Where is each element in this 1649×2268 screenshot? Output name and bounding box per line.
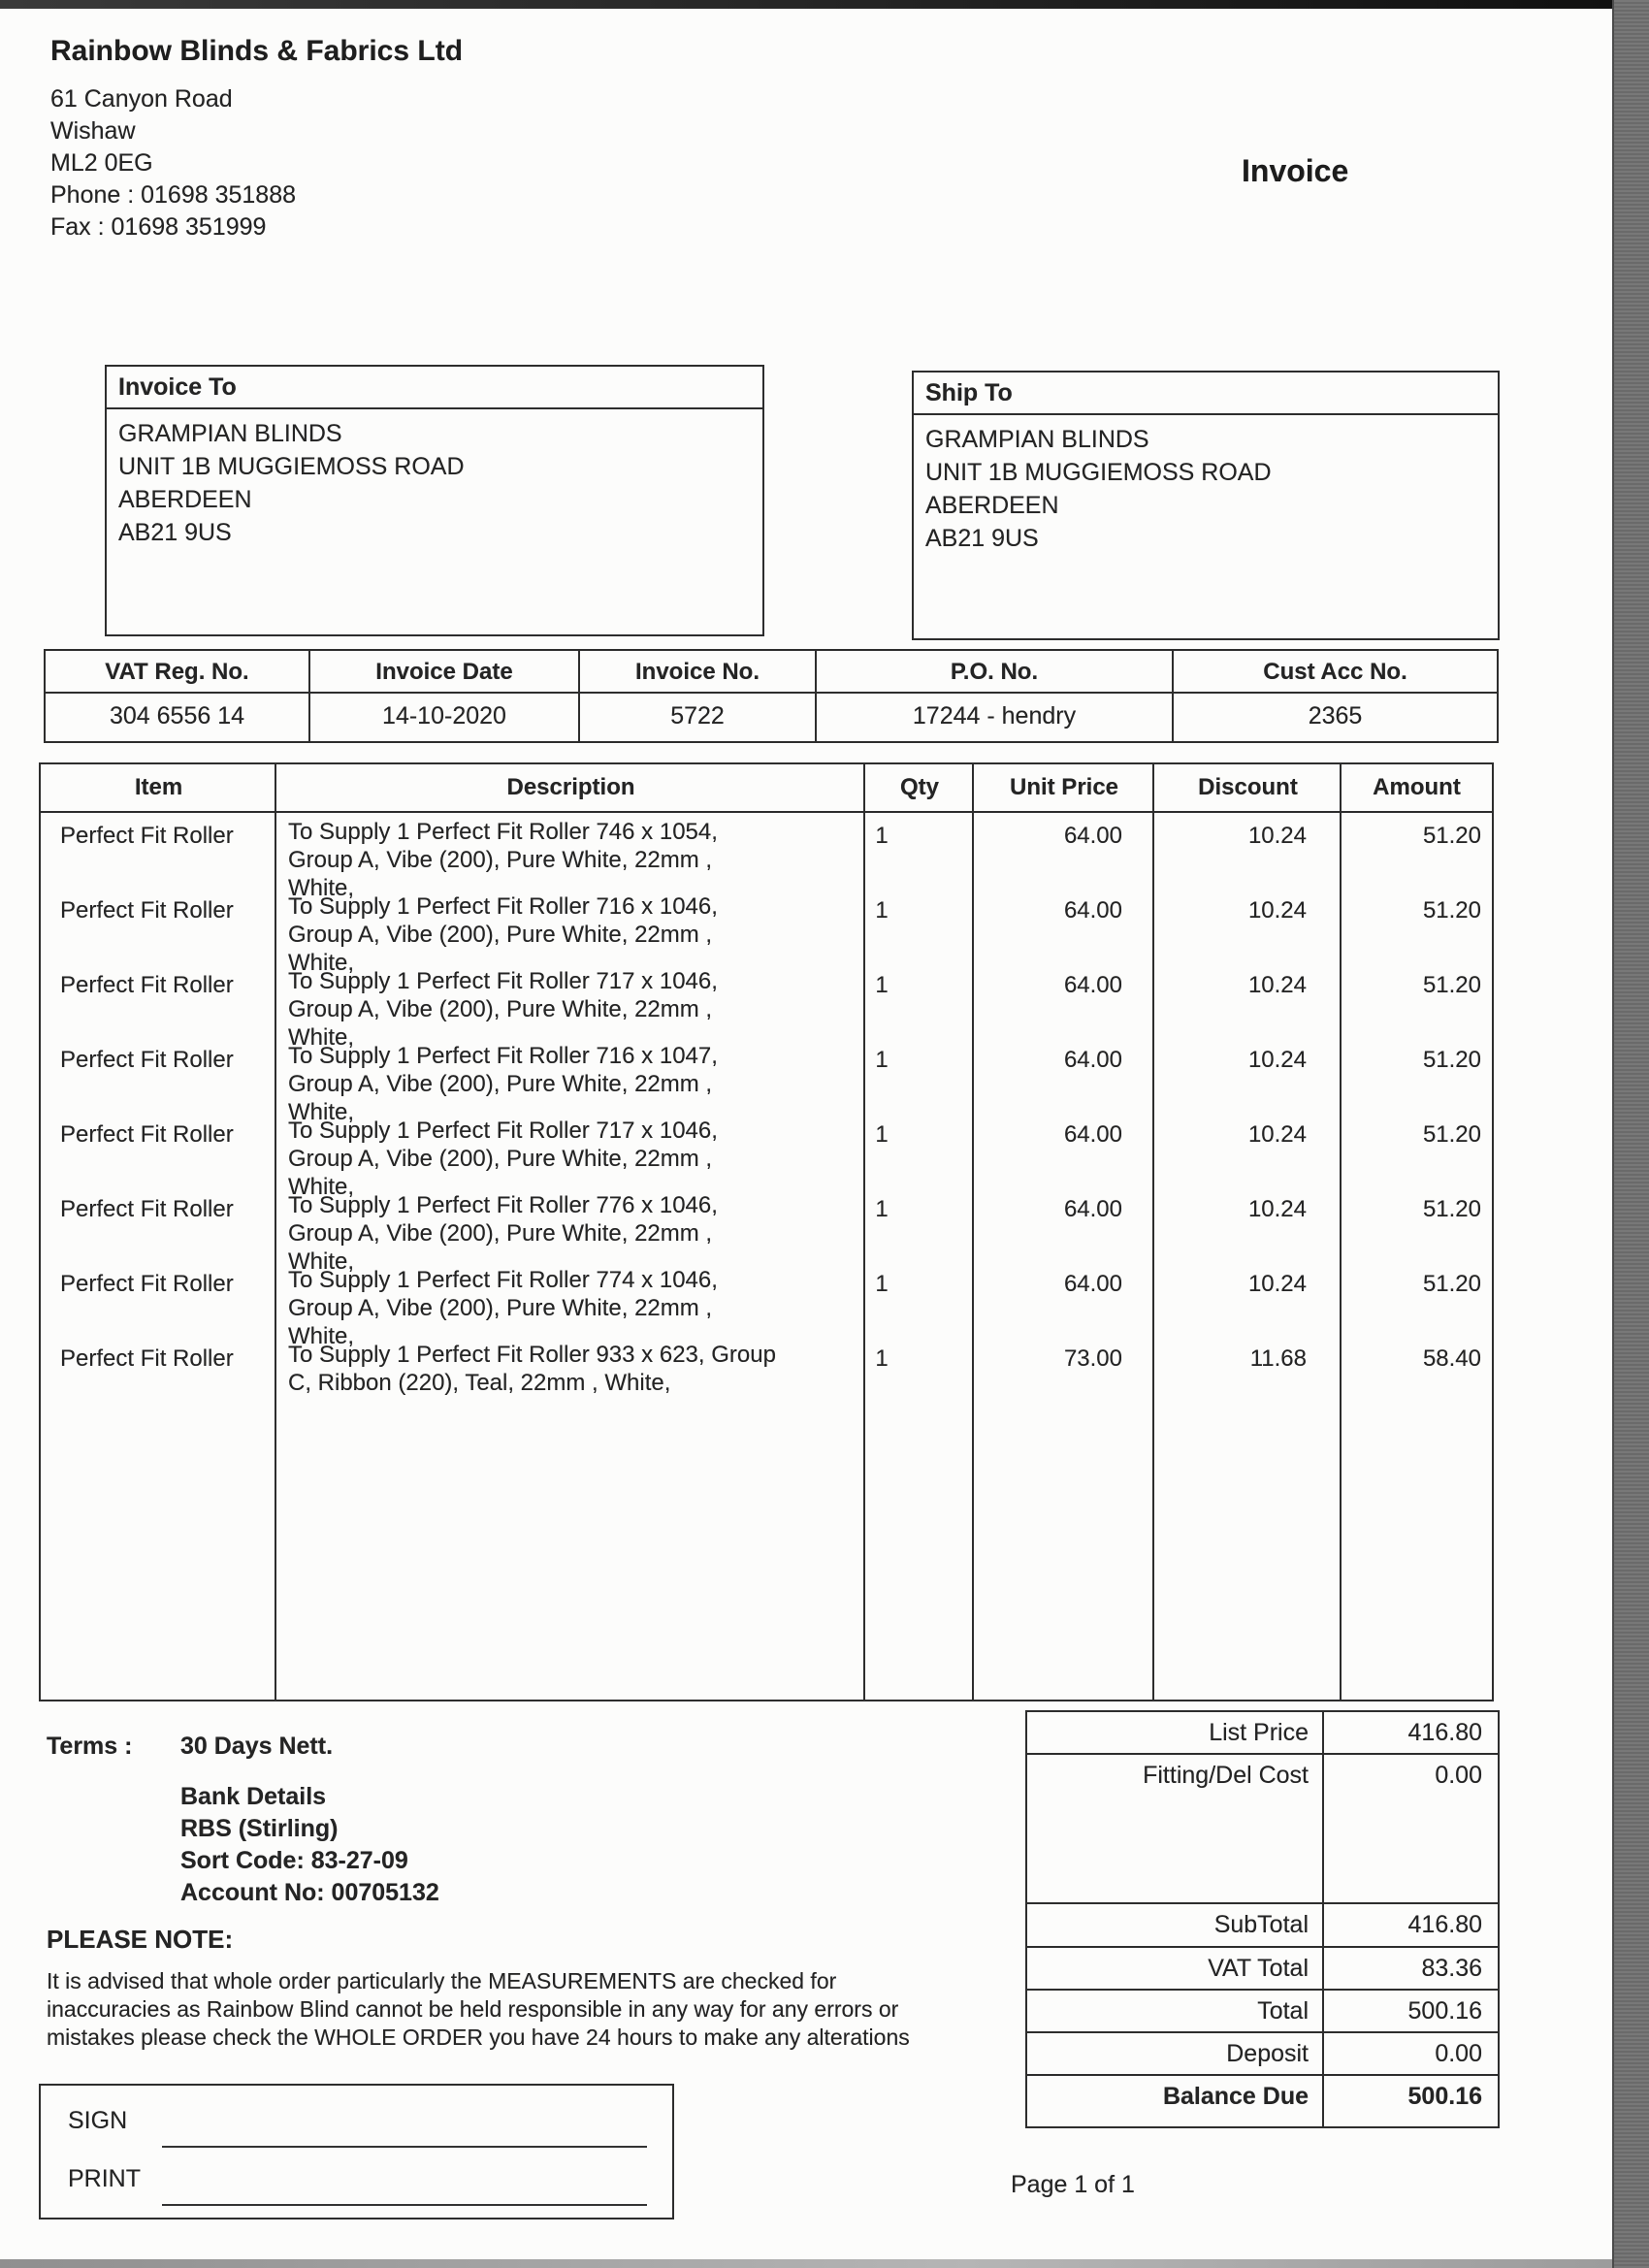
discount-cell: 10.24 xyxy=(1247,1196,1307,1222)
invoice-to-address xyxy=(107,409,762,557)
address-line: GRAMPIAN BLINDS xyxy=(925,426,1149,453)
address-line: GRAMPIAN BLINDS xyxy=(118,420,342,447)
totals-row xyxy=(1027,1755,1498,1904)
invoice-no: 5722 xyxy=(580,694,817,741)
totals-row xyxy=(1027,1991,1498,2033)
bank-name: RBS (Stirling) xyxy=(180,1815,339,1842)
qty-cell: 1 xyxy=(875,897,889,923)
company-address-line: Wishaw xyxy=(50,117,136,145)
description-line: Group A, Vibe (200), Pure White, 22mm , xyxy=(288,1295,713,1321)
totals-value: 500.16 xyxy=(1407,1997,1482,2025)
item-cell: Perfect Fit Roller xyxy=(60,1121,234,1148)
description-line: Group A, Vibe (200), Pure White, 22mm , xyxy=(288,1071,713,1097)
unit-price-cell: 64.00 xyxy=(1063,1047,1122,1073)
description-line: To Supply 1 Perfect Fit Roller 774 x 1046, xyxy=(288,1267,718,1293)
note-line: inaccuracies as Rainbow Blind cannot be held responsible in any way for any errors or xyxy=(47,1996,899,2022)
info-header-invoice-date: Invoice Date xyxy=(310,651,580,694)
description-line: Group A, Vibe (200), Pure White, 22mm , xyxy=(288,1220,713,1247)
item-cell: Perfect Fit Roller xyxy=(60,972,234,998)
description-line: White, xyxy=(288,950,355,976)
info-header-cust-acc: Cust Acc No. xyxy=(1174,651,1497,694)
amount-cell: 51.20 xyxy=(1422,823,1481,849)
amount-cell: 51.20 xyxy=(1422,972,1481,998)
ship-to-box xyxy=(912,371,1500,640)
description-line: White, xyxy=(288,875,355,901)
qty-cell: 1 xyxy=(875,972,889,998)
unit-price-cell: 64.00 xyxy=(1063,823,1122,849)
amount-cell: 51.20 xyxy=(1422,1121,1481,1148)
discount-cell: 11.68 xyxy=(1249,1345,1307,1372)
terms-label: Terms : xyxy=(47,1733,133,1760)
totals-value: 500.16 xyxy=(1407,2083,1482,2110)
description-line: To Supply 1 Perfect Fit Roller 933 x 623, Group xyxy=(288,1342,776,1368)
totals-row xyxy=(1027,1712,1498,1755)
totals-label: Total xyxy=(1027,1991,1324,2031)
address-line: ABERDEEN xyxy=(925,492,1059,519)
description-line: White, xyxy=(288,1323,355,1349)
ship-to-address xyxy=(914,415,1498,563)
sign-label: SIGN xyxy=(68,2107,128,2134)
unit-price-cell: 64.00 xyxy=(1063,897,1122,923)
invoice-to-label: Invoice To xyxy=(107,367,762,409)
po-no: 17244 - hendry xyxy=(817,694,1174,741)
qty-cell: 1 xyxy=(875,1121,889,1148)
discount-cell: 10.24 xyxy=(1247,1271,1307,1297)
items-header-row xyxy=(41,764,1492,813)
info-header-invoice-no: Invoice No. xyxy=(580,651,817,694)
scan-top-edge xyxy=(0,0,1649,9)
totals-row xyxy=(1027,2076,1498,2126)
qty-cell: 1 xyxy=(875,823,889,849)
amount-cell: 51.20 xyxy=(1422,897,1481,923)
address-line: AB21 9US xyxy=(925,525,1039,552)
bank-account-no: Account No: 00705132 xyxy=(180,1879,439,1906)
table-row xyxy=(41,888,1492,976)
print-line xyxy=(162,2204,647,2206)
invoice-date: 14-10-2020 xyxy=(310,694,580,741)
invoice-to-box xyxy=(105,365,764,636)
item-cell: Perfect Fit Roller xyxy=(60,897,234,923)
company-address xyxy=(50,83,296,243)
totals-label: VAT Total xyxy=(1027,1948,1324,1989)
company-name: Rainbow Blinds & Fabrics Ltd xyxy=(50,35,464,67)
discount-cell: 10.24 xyxy=(1247,1121,1307,1148)
signature-box xyxy=(39,2084,674,2219)
description-line: White, xyxy=(288,1174,355,1200)
amount-cell: 51.20 xyxy=(1422,1047,1481,1073)
qty-cell: 1 xyxy=(875,1271,889,1297)
company-fax: Fax : 01698 351999 xyxy=(50,213,267,241)
amount-cell: 51.20 xyxy=(1422,1271,1481,1297)
page-number: Page 1 of 1 xyxy=(1011,2171,1135,2198)
description-line: To Supply 1 Perfect Fit Roller 717 x 1046, xyxy=(288,1118,718,1144)
unit-price-cell: 64.00 xyxy=(1063,1271,1122,1297)
totals-label: Balance Due xyxy=(1027,2076,1324,2126)
sign-line xyxy=(162,2146,647,2148)
col-header-unit-price: Unit Price xyxy=(1009,774,1119,800)
table-row xyxy=(41,813,1492,901)
print-label: PRINT xyxy=(68,2165,141,2192)
vat-reg-no: 304 6556 14 xyxy=(46,694,310,741)
description-line: To Supply 1 Perfect Fit Roller 716 x 1047, xyxy=(288,1043,718,1069)
totals-label: SubTotal xyxy=(1027,1904,1324,1946)
invoice-info-table xyxy=(44,649,1499,743)
please-note-text xyxy=(47,1967,910,2052)
bank-details xyxy=(180,1781,439,1909)
totals-value: 0.00 xyxy=(1435,1762,1482,1789)
totals-row xyxy=(1027,1948,1498,1991)
please-note-heading: PLEASE NOTE: xyxy=(47,1925,234,1954)
col-header-qty: Qty xyxy=(899,774,939,800)
description-line: To Supply 1 Perfect Fit Roller 776 x 1046, xyxy=(288,1192,718,1218)
col-header-discount: Discount xyxy=(1198,774,1298,800)
qty-cell: 1 xyxy=(875,1196,889,1222)
address-line: UNIT 1B MUGGIEMOSS ROAD xyxy=(118,453,465,480)
address-line: ABERDEEN xyxy=(118,486,252,513)
discount-cell: 10.24 xyxy=(1247,897,1307,923)
amount-cell: 51.20 xyxy=(1422,1196,1481,1222)
col-header-description: Description xyxy=(506,774,635,800)
totals-value: 416.80 xyxy=(1407,1911,1482,1938)
discount-cell: 10.24 xyxy=(1247,972,1307,998)
table-row xyxy=(41,1186,1492,1275)
description-line: C, Ribbon (220), Teal, 22mm , White, xyxy=(288,1370,671,1396)
ship-to-label: Ship To xyxy=(914,373,1498,415)
table-row xyxy=(41,962,1492,1051)
totals-value: 416.80 xyxy=(1407,1719,1482,1746)
scan-bottom-edge xyxy=(0,2259,1612,2268)
description-line: White, xyxy=(288,1099,355,1125)
unit-price-cell: 64.00 xyxy=(1063,1196,1122,1222)
item-cell: Perfect Fit Roller xyxy=(60,823,234,849)
items-body xyxy=(41,813,1492,1700)
info-header-row xyxy=(46,651,1497,694)
description-line: Group A, Vibe (200), Pure White, 22mm , xyxy=(288,922,713,948)
item-cell: Perfect Fit Roller xyxy=(60,1345,234,1372)
table-row xyxy=(41,1112,1492,1200)
description-line: To Supply 1 Perfect Fit Roller 716 x 1046, xyxy=(288,893,718,920)
item-cell: Perfect Fit Roller xyxy=(60,1271,234,1297)
totals-row xyxy=(1027,1904,1498,1948)
col-header-amount: Amount xyxy=(1373,774,1461,800)
item-cell: Perfect Fit Roller xyxy=(60,1196,234,1222)
info-header-vat-reg: VAT Reg. No. xyxy=(46,651,310,694)
table-row xyxy=(41,1261,1492,1349)
description-line: To Supply 1 Perfect Fit Roller 746 x 1054, xyxy=(288,819,718,845)
address-line: AB21 9US xyxy=(118,519,232,546)
description-line: Group A, Vibe (200), Pure White, 22mm , xyxy=(288,996,713,1022)
discount-cell: 10.24 xyxy=(1247,823,1307,849)
totals-box xyxy=(1025,1710,1500,2128)
description-line: To Supply 1 Perfect Fit Roller 717 x 1046, xyxy=(288,968,718,994)
note-line: It is advised that whole order particularly the MEASUREMENTS are checked for xyxy=(47,1968,837,1993)
description-line: White, xyxy=(288,1024,355,1051)
unit-price-cell: 64.00 xyxy=(1063,972,1122,998)
company-address-line: ML2 0EG xyxy=(50,149,153,177)
qty-cell: 1 xyxy=(875,1345,889,1372)
info-value-row xyxy=(46,694,1497,741)
description-line: White, xyxy=(288,1248,355,1275)
qty-cell: 1 xyxy=(875,1047,889,1073)
terms-value: 30 Days Nett. xyxy=(180,1733,334,1760)
document-title: Invoice xyxy=(1242,153,1349,188)
col-header-item: Item xyxy=(134,774,183,800)
company-phone: Phone : 01698 351888 xyxy=(50,181,297,209)
bank-details-heading: Bank Details xyxy=(180,1783,327,1810)
totals-label: Deposit xyxy=(1027,2033,1324,2074)
bank-sort-code: Sort Code: 83-27-09 xyxy=(180,1847,408,1874)
description-cell xyxy=(288,1341,860,1397)
item-cell: Perfect Fit Roller xyxy=(60,1047,234,1073)
line-items-table xyxy=(39,762,1494,1701)
note-line: mistakes please check the WHOLE ORDER you have 24 hours to make any alterations xyxy=(47,2025,910,2050)
description-line: Group A, Vibe (200), Pure White, 22mm , xyxy=(288,1146,713,1172)
unit-price-cell: 64.00 xyxy=(1063,1121,1122,1148)
totals-value: 83.36 xyxy=(1421,1955,1482,1982)
totals-label: Fitting/Del Cost xyxy=(1027,1755,1324,1902)
cust-acc-no: 2365 xyxy=(1308,702,1363,729)
info-header-po-no: P.O. No. xyxy=(817,651,1174,694)
unit-price-cell: 73.00 xyxy=(1063,1345,1122,1372)
discount-cell: 10.24 xyxy=(1247,1047,1307,1073)
description-line: Group A, Vibe (200), Pure White, 22mm , xyxy=(288,847,713,873)
totals-label: List Price xyxy=(1027,1712,1324,1753)
table-row xyxy=(41,1037,1492,1125)
company-address-line: 61 Canyon Road xyxy=(50,85,233,113)
totals-value: 0.00 xyxy=(1435,2040,1482,2067)
address-line: UNIT 1B MUGGIEMOSS ROAD xyxy=(925,459,1272,486)
totals-row xyxy=(1027,2033,1498,2076)
amount-cell: 58.40 xyxy=(1422,1345,1481,1372)
table-row xyxy=(41,1336,1492,1410)
scan-right-edge xyxy=(1612,0,1649,2268)
